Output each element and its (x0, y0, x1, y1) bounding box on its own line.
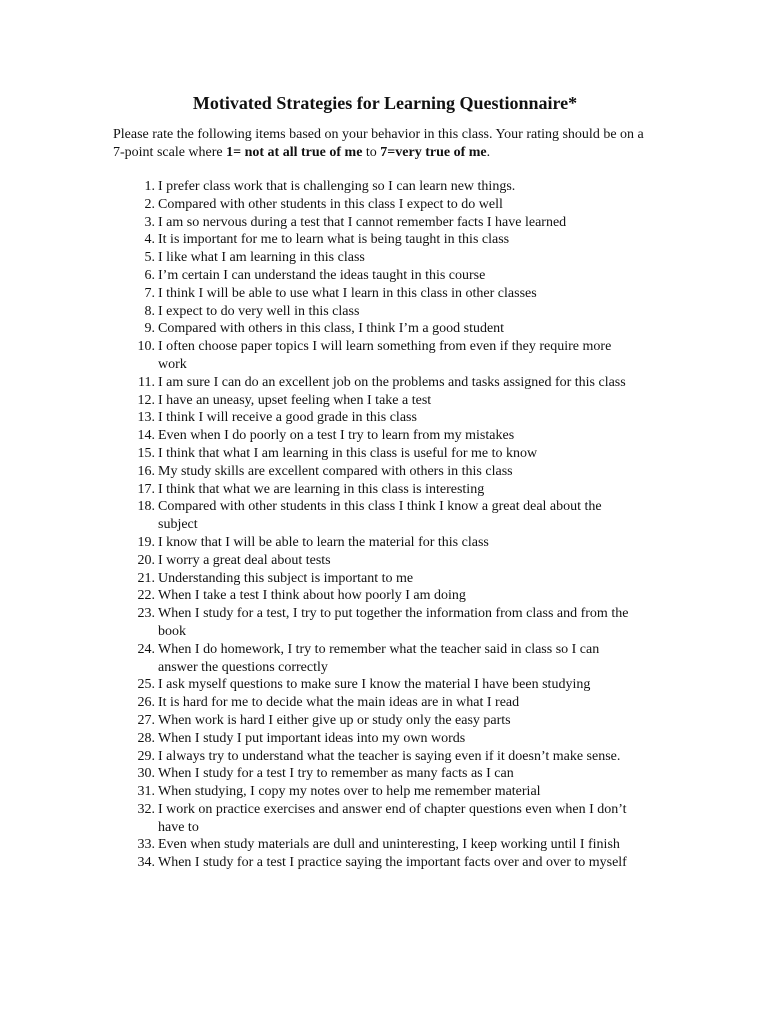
item-text: I always try to understand what the teacher is saying even if it doesn’t make sense. (158, 748, 621, 764)
list-item (113, 303, 633, 321)
item-number: 32. (137, 801, 155, 817)
list-item (113, 783, 633, 801)
item-text: Compared with others in this class, I think I’m a good student (158, 321, 505, 337)
page-title: Motivated Strategies for Learning Questionnaire* (192, 93, 578, 113)
list-item (113, 836, 633, 854)
instructions-text: Please rate the following items based on your behavior in this class. Your rating should be on a 7-point scale where (113, 127, 644, 160)
item-number: 14. (137, 428, 155, 444)
instructions-end: . (486, 145, 491, 160)
scale-low-label: 1= not at all true of me (226, 145, 363, 160)
item-number: 29. (137, 748, 155, 764)
list-item (113, 481, 633, 499)
item-text: My study skills are excellent compared with others in this class (158, 463, 513, 479)
list-item (113, 249, 633, 267)
item-number: 4. (144, 232, 155, 248)
item-text: I ask myself questions to make sure I know the material I have been studying (158, 677, 591, 693)
list-item (113, 712, 633, 730)
item-number: 15. (137, 445, 155, 461)
item-number: 17. (137, 481, 155, 497)
item-text: I often choose paper topics I will learn something from even if they require more work (158, 339, 612, 372)
item-number: 24. (137, 641, 155, 657)
item-text: I think that what we are learning in this class is interesting (158, 481, 485, 497)
item-text: I’m certain I can understand the ideas taught in this course (158, 267, 486, 283)
item-text: I prefer class work that is challenging so I can learn new things. (158, 179, 516, 194)
item-number: 18. (137, 499, 155, 515)
list-item (113, 392, 633, 410)
item-number: 7. (144, 285, 155, 301)
item-text: I am sure I can do an excellent job on the problems and tasks assigned for this class (158, 374, 626, 390)
scale-high-label: 7=very true of me (380, 145, 487, 160)
item-number: 8. (144, 303, 155, 319)
item-text: I expect to do very well in this class (158, 303, 360, 319)
list-item (113, 854, 633, 872)
item-number: 3. (144, 214, 155, 230)
item-text: Even when I do poorly on a test I try to learn from my mistakes (158, 428, 515, 444)
list-item (113, 214, 633, 232)
list-item (113, 641, 633, 677)
item-text: It is important for me to learn what is being taught in this class (158, 232, 510, 248)
item-text: When I take a test I think about how poorly I am doing (158, 588, 466, 604)
item-number: 2. (144, 196, 155, 212)
list-item (113, 267, 633, 285)
item-text: When work is hard I either give up or study only the easy parts (158, 712, 511, 728)
list-item (113, 320, 633, 338)
item-text: I work on practice exercises and answer end of chapter questions even when I don’t have to (158, 801, 627, 835)
list-item (113, 730, 633, 748)
item-number: 27. (137, 712, 155, 728)
item-text: I think that what I am learning in this class is useful for me to know (158, 445, 538, 461)
item-number: 25. (137, 677, 155, 693)
item-text: I worry a great deal about tests (158, 552, 331, 568)
item-number: 26. (137, 695, 155, 711)
item-text: When I do homework, I try to remember what the teacher said in class so I can answer the questions correctly (158, 641, 600, 675)
item-text: When studying, I copy my notes over to help me remember material (158, 784, 541, 800)
item-number: 16. (137, 463, 155, 479)
instructions-connector: to (362, 145, 381, 160)
instructions-paragraph (113, 126, 658, 162)
list-item (113, 374, 633, 392)
item-text: When I study for a test I practice saying the important facts over and over to myself (158, 855, 627, 871)
item-number: 34. (137, 855, 155, 871)
list-item (113, 694, 633, 712)
list-item (113, 178, 633, 196)
list-item (113, 801, 633, 837)
list-item (113, 570, 633, 588)
item-text: I think I will receive a good grade in this class (158, 410, 417, 426)
item-number: 6. (144, 267, 155, 283)
item-number: 13. (137, 410, 155, 426)
item-number: 23. (137, 606, 155, 622)
list-item (113, 285, 633, 303)
list-item (113, 605, 633, 641)
item-number: 22. (137, 588, 155, 604)
item-text: When I study for a test, I try to put together the information from class and from the book (158, 606, 629, 639)
list-item (113, 463, 633, 481)
item-text: Even when study materials are dull and uninteresting, I keep working until I finish (158, 837, 620, 853)
list-item (113, 427, 633, 445)
item-number: 30. (137, 766, 155, 782)
item-text: I know that I will be able to learn the material for this class (158, 534, 489, 550)
item-text: I have an uneasy, upset feeling when I take a test (158, 392, 432, 408)
item-number: 33. (137, 837, 155, 853)
list-item (113, 587, 633, 605)
list-item (113, 231, 633, 249)
item-number: 12. (137, 392, 155, 408)
list-item (113, 498, 633, 534)
list-item (113, 445, 633, 463)
item-text: Compared with other students in this class I expect to do well (158, 196, 503, 212)
list-item (113, 409, 633, 427)
list-item (113, 748, 633, 766)
list-item (113, 552, 633, 570)
item-number: 9. (144, 321, 155, 337)
item-number: 20. (137, 552, 155, 568)
item-text: When I study I put important ideas into my own words (158, 730, 466, 746)
item-text: It is hard for me to decide what the main ideas are in what I read (158, 695, 520, 711)
item-number: 11. (138, 374, 155, 390)
item-number: 28. (137, 730, 155, 746)
item-number: 21. (137, 570, 155, 586)
list-item (113, 338, 633, 374)
item-text: Understanding this subject is important to me (158, 570, 414, 586)
item-text: I am so nervous during a test that I cannot remember facts I have learned (158, 214, 567, 230)
item-text: I like what I am learning in this class (158, 250, 365, 266)
item-number: 5. (144, 250, 155, 266)
questionnaire-items-list (113, 178, 633, 872)
item-number: 31. (137, 784, 155, 800)
item-text: Compared with other students in this class I think I know a great deal about the subject (158, 499, 602, 533)
item-text: When I study for a test I try to remember as many facts as I can (158, 766, 514, 782)
item-text: I think I will be able to use what I learn in this class in other classes (158, 285, 537, 301)
list-item (113, 534, 633, 552)
list-item (113, 765, 633, 783)
item-number: 10. (137, 339, 155, 355)
list-item (113, 676, 633, 694)
item-number: 1. (144, 179, 155, 194)
list-item (113, 196, 633, 214)
item-number: 19. (137, 534, 155, 550)
